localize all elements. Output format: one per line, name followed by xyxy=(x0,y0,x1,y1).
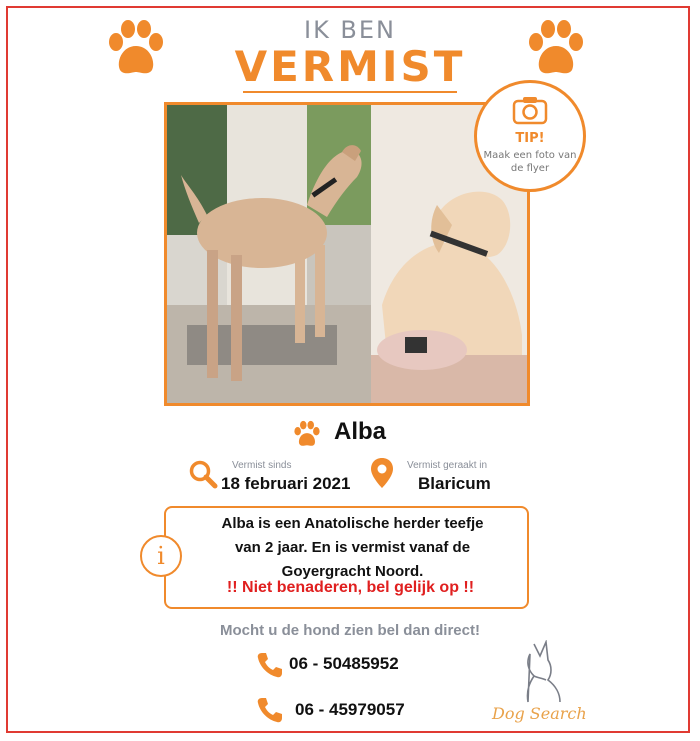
search-icon xyxy=(188,459,218,489)
dog-search-logo xyxy=(504,640,574,704)
missing-since-value: 18 februari 2021 xyxy=(221,474,351,493)
paw-icon xyxy=(292,420,322,448)
logo-text: Dog Search xyxy=(492,704,587,723)
header-title: VERMIST xyxy=(234,42,466,91)
lost-in-value: Blaricum xyxy=(418,474,491,493)
info-line: Alba is een Anatolische herder teefje xyxy=(221,515,484,532)
phone-number-2[interactable]: 06 - 45979057 xyxy=(295,700,405,719)
lost-in-label: Vermist geraakt in xyxy=(407,460,488,471)
info-description xyxy=(180,512,525,584)
location-pin-icon xyxy=(370,457,394,489)
dog-photo-illustration xyxy=(167,105,527,403)
info-line: van 2 jaar. En is vermist vanaf de xyxy=(234,539,471,556)
tip-text: Maak een foto van de flyer xyxy=(483,150,577,174)
tip-badge xyxy=(474,80,586,192)
camera-icon xyxy=(512,95,548,125)
phone-icon xyxy=(256,696,284,724)
missing-since-label: Vermist sinds xyxy=(232,460,292,471)
dog-name: Alba xyxy=(334,418,387,445)
info-line: Goyergracht Noord. xyxy=(281,563,424,580)
phone-icon xyxy=(256,651,284,679)
info-icon: i xyxy=(140,535,182,577)
tip-title: TIP! xyxy=(515,131,545,146)
phone-number-1[interactable]: 06 - 50485952 xyxy=(289,654,399,673)
info-box xyxy=(164,506,529,609)
title-underline xyxy=(243,91,457,93)
call-instruction: Mocht u de hond zien bel dan direct! xyxy=(219,622,480,639)
warning-text: !! Niet benaderen, bel gelijk op !! xyxy=(226,579,475,596)
header-subtitle: IK BEN xyxy=(303,16,397,44)
